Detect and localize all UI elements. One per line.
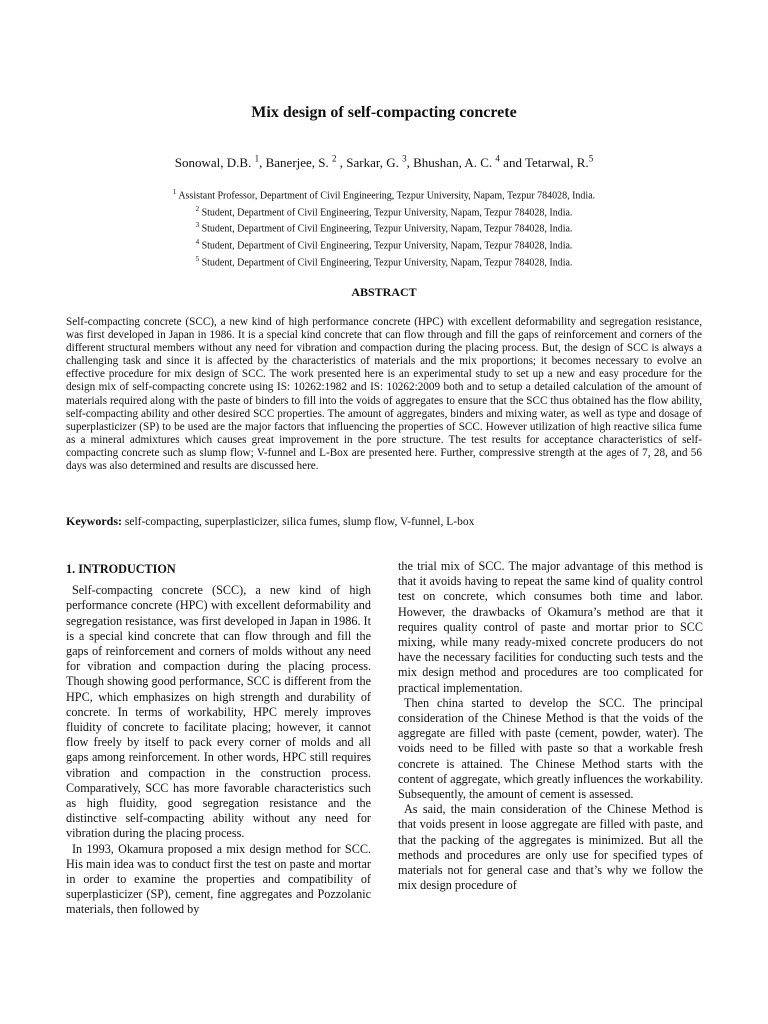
author: Sarkar, G. $^3$, <box>346 154 414 171</box>
keywords-text: self-compacting, superplasticizer, silica fumes, slump flow, V-funnel, L-box <box>122 516 475 528</box>
author: Sonowal, D.B. $^1$, <box>174 154 266 171</box>
paragraph: As said, the main consideration of the Chinese Method is that voids present in loose aggregate are filled with paste, and that the packing of the aggregates is minimized. But all the methods and procedures are only use for specified types of materials not for general case and that’s why we follow the mix design procedure of <box>398 802 703 893</box>
paragraph: Self-compacting concrete (SCC), a new kind of high performance concrete (HPC) with excellent deformability and segregation resistance, was first developed in Japan in 1986. It is a special kind concrete that can flow through and fill the gaps of reinforcement and corners of molds without any need for vibration and compaction during the placing process. Though showing good performance, SCC is different from the HPC, which emphasizes on high strength and durability of concrete. In terms of workability, HPC merely improves fluidity of concrete to facilitate placing; however, it cannot flow freely by itself to pack every corner of molds and all gaps among reinforcement. In other words, HPC still requires vibration and compaction in the construction process. Comparatively, SCC has more favorable characteristics such as high fluidity, good segregation resistance and the distinctive self-compacting ability without any need for vibration during the placing process. <box>66 583 371 841</box>
affiliation: $^4$ Student, Department of Civil Engineering, Tezpur University, Napam, Tezpur 784028, India. <box>195 237 573 252</box>
paragraph: Then china started to develop the SCC. The principal consideration of the Chinese Method is that the voids of the aggregate are filled with paste (cement, powder, water). The voids need to be filled with paste so that a workable fresh concrete is attained. The Chinese Method starts with the content of aggregate, which greatly influences the workability. Subsequently, the amount of cement is assessed. <box>398 695 703 802</box>
author: Bhushan, A. C. $^4$ and <box>413 154 525 171</box>
affiliation: $^3$ Student, Department of Civil Engineering, Tezpur University, Napam, Tezpur 784028, India. <box>195 221 573 235</box>
author: Banerjee, S. $^2$ , <box>265 154 347 171</box>
abstract-heading: ABSTRACT <box>351 285 417 299</box>
affiliation: $^1$ Assistant Professor, Department of Civil Engineering, Tezpur University, Napam, Tezpur 784028, India. <box>172 188 596 202</box>
affiliation: $^2$ Student, Department of Civil Engineering, Tezpur University, Napam, Tezpur 784028, India. <box>195 204 573 218</box>
author: Tetarwal, R.$^5$ <box>524 154 594 171</box>
keywords <box>66 514 702 529</box>
paragraph: In 1993, Okamura proposed a mix design method for SCC. His main idea was to conduct first the test on paste and mortar in order to examine the properties and compatibility of superplasticizer (SP), cement, fine aggregates and Pozzolanic materials, then followed by <box>66 841 371 917</box>
section-heading-introduction: 1. INTRODUCTION <box>66 562 176 576</box>
left-column <box>66 562 371 918</box>
paragraph: the trial mix of SCC. The major advantage of this method is that it avoids having to repeat the same kind of quality control test on concrete, which consumes both time and labor. However, the drawbacks of Okamura’s method are that it requires quality control of paste and mortar prior to SCC mixing, while many ready-mixed concrete producers do not have the necessary facilities for conducting such tests and the mix design method and procedures are too complicated for practical implementation. <box>398 559 703 695</box>
affiliation: $^5$ Student, Department of Civil Engineering, Tezpur University, Napam, Tezpur 784028, India. <box>195 254 573 268</box>
paper-title: Mix design of self-compacting concrete <box>251 104 517 121</box>
right-column <box>398 559 703 893</box>
affiliation-list <box>0 186 768 269</box>
abstract-text: Self-compacting concrete (SCC), a new kind of high performance concrete (HPC) with excellent deformability and segregation resistance, was first developed in Japan in 1986. It is a special kind concrete that can flow through and fill the gaps of reinforcement and corners of the different structural members without any need for vibration and compaction during the placing process. But, the design of SCC is always a challenging task and since it is affected by the characteristics of materials and the mix proportions; it becomes necessary to evolve an effective procedure for mix design of SCC. The work presented here is an experimental study to set up a new and easy procedure for the design mix of self-compacting concrete using IS: 10262:1982 and IS: 10262:2009 both and to setup a detailed calculation of the amount of materials required along with the paste of binders to fill into the voids of aggregates to ensure that the SCC thus obtained has the flow ability, self-compacting ability and other desired SCC properties. The amount of aggregates, binders and mixing water, as well as type and dosage of superplasticizer (SP) to be used are the major factors that influencing the properties of SCC. However utilization of high reactive silica fume as a mineral admixtures which causes great improvement in the pore structure. The test results for acceptance characteristics of self-compacting concrete such as slump flow; V-funnel and L-Box are presented here. Further, compressive strength at the ages of 7, 28, and 56 days was also determined and results are discussed here. <box>66 316 702 473</box>
keywords-label: Keywords: <box>66 514 122 528</box>
author-list <box>0 154 768 171</box>
